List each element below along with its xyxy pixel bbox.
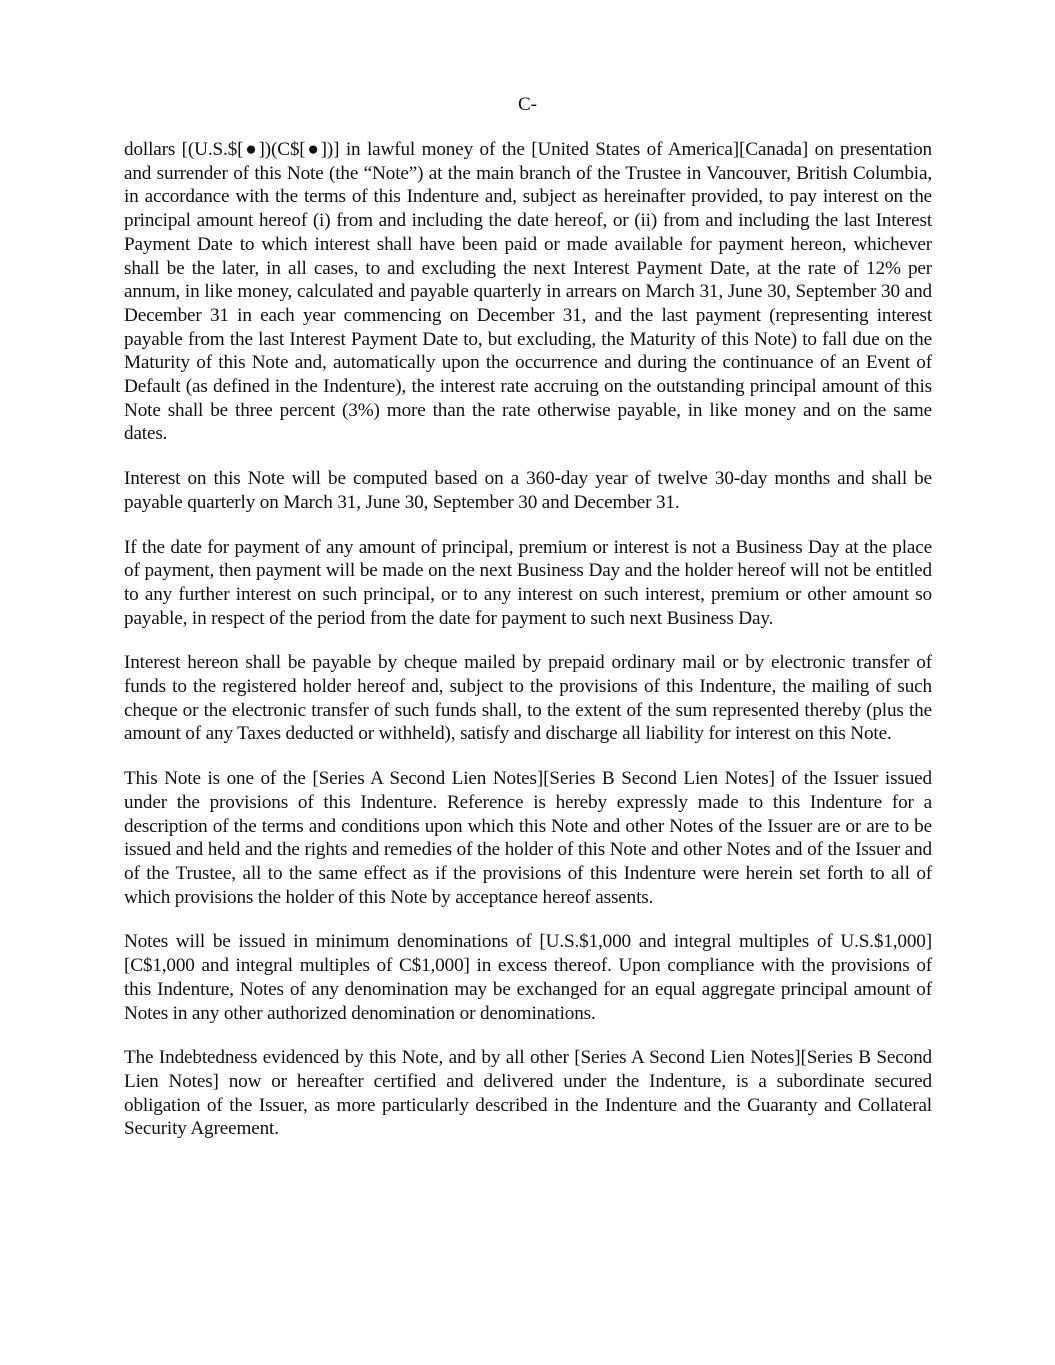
paragraph-denominations: Notes will be issued in minimum denominations of [U.S.$1,000 and integral multiples of U.S.$1,000][C$1,000 and integral multiples of C$1,000] in excess thereof. Upon compliance with the provisions of this Indenture, Notes of any denomination may be exchanged for an equal aggregate principal amount of Notes in any other authorized denomination or denominations. xyxy=(124,931,932,1024)
page-header: C- xyxy=(518,94,537,115)
paragraph-business-day: If the date for payment of any amount of principal, premium or interest is not a Business Day at the place of payment, then payment will be made on the next Business Day and the holder hereof will not be entitled to any further interest on such principal, or to any interest on such interest, premium or other amount so payable, in respect of the period from the date for payment to such next Business Day. xyxy=(124,536,932,629)
paragraph-series-notes: This Note is one of the [Series A Second Lien Notes][Series B Second Lien Notes] of the Issuer issued under the provisions of this Indenture. Reference is hereby expressly made to this Indenture for a description of the terms and conditions upon which this Note and other Notes of the Issuer are or are to be issued and held and the rights and remedies of the holder of this Note and other Notes and of the Issuer and of the Trustee, all to the same effect as if the provisions of this Indenture were herein set forth to all of which provisions the holder of this Note by acceptance hereof assents. xyxy=(124,768,932,908)
paragraph-indebtedness: The Indebtedness evidenced by this Note, and by all other [Series A Second Lien Notes][Series B Second Lien Notes] now or hereafter certified and delivered under the Indenture, is a subordinate secured obligation of the Issuer, as more particularly described in the Indenture and the Guaranty and Collateral Security Agreement. xyxy=(124,1047,932,1140)
paragraph-payment-method: Interest hereon shall be payable by cheque mailed by prepaid ordinary mail or by electronic transfer of funds to the registered holder hereof and, subject to the provisions of this Indenture, the mailing of such cheque or the electronic transfer of such funds shall, to the extent of the sum represented thereby (plus the amount of any Taxes deducted or withheld), satisfy and discharge all liability for interest on this Note. xyxy=(124,652,932,745)
paragraph-interest-payment-terms: dollars [(U.S.$[●])(C$[●])] in lawful money of the [United States of America][Canada] on presentation and surrender of this Note (the “Note”) at the main branch of the Trustee in Vancouver, British Columbia, in accordance with the terms of this Indenture and, subject as hereinafter provided, to pay interest on the principal amount hereof (i) from and including the date hereof, or (ii) from and including the last Interest Payment Date to which interest shall have been paid or made available for payment hereon, whichever shall be the later, in all cases, to and excluding the next Interest Payment Date, at the rate of 12% per annum, in like money, calculated and payable quarterly in arrears on March 31, June 30, September 30 and December 31 in each year commencing on December 31, and the last payment (representing interest payable from the last Interest Payment Date to, but excluding, the Maturity of this Note) to fall due on the Maturity of this Note and, automatically upon the occurrence and during the continuance of an Event of Default (as defined in the Indenture), the interest rate accruing on the outstanding principal amount of this Note shall be three percent (3%) more than the rate otherwise payable, in like money and on the same dates. xyxy=(124,139,932,445)
paragraph-interest-computation: Interest on this Note will be computed based on a 360-day year of twelve 30-day months and shall be payable quarterly on March 31, June 30, September 30 and December 31. xyxy=(124,468,932,513)
document-body xyxy=(124,138,932,1141)
